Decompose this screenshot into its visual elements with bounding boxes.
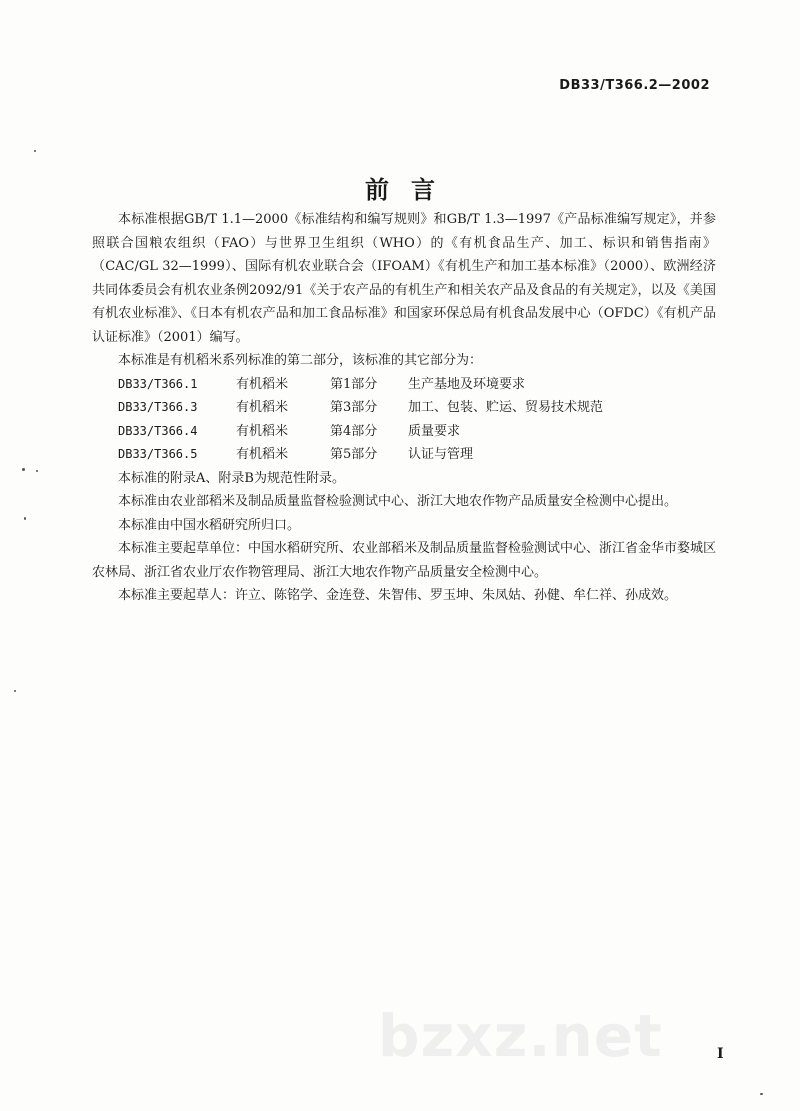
part-number: 第5部分 [330,447,378,462]
paragraph-proposer: 本标准由农业部稻米及制品质量监督检验测试中心、浙江大地农作物产品质量安全检测中心提出。 [118,494,678,509]
scan-speck [760,1093,763,1095]
parts-list [92,373,716,467]
page-number: I [717,1046,724,1062]
part-name: 有机稻米 [236,376,289,392]
page-title: 前言 [365,176,457,204]
scan-speck [24,517,26,520]
part-code: DB33/T366.1 [118,376,198,391]
part-description: 认证与管理 [408,447,474,462]
paragraph-drafters: 本标准主要起草人：许立、陈铭学、金连登、朱智伟、罗玉坤、朱凤姑、孙健、牟仁祥、孙成效。 [118,588,678,603]
paragraph-drafting-units: 本标准主要起草单位：中国水稻研究所、农业部稻米及制品质量监督检验测试中心、浙江省金华市婺城区农林局、浙江省农业厅农作物管理局、浙江大地农作物产品质量安全检测中心。 [92,541,717,580]
list-item [92,443,716,467]
paragraph-basis: 本标准根据GB/T 1.1—2000《标准结构和编写规则》和GB/T 1.3—1997《产品标准编写规定》，并参照联合国粮农组织（FAO）与世界卫生组织（WHO）的《有机食品生产、加工、标识和销售指南》（CAC/GL 32—1999）、国际有机农业联合会（IFOAM）《有机生产和加工基本标准》（2000）、欧洲经济共同体委员会有机农业条例2092/91《关于农产品的有机生产和相关农产品及食品的有关规定》，以及《美国有机农业标准》、《日本有机农产品和加工食品标准》和国家环保总局有机食品发展中心（OFDC）《有机产品认证标准》（2001）编写。 [92,212,716,345]
scan-speck [34,150,36,152]
part-number: 第4部分 [330,423,378,439]
document-body [92,208,716,608]
watermark: bzxz.net [378,1002,663,1070]
part-number: 第1部分 [330,376,378,392]
standard-code: DB33/T366.2—2002 [559,78,710,93]
part-number: 第3部分 [330,400,378,415]
part-code: DB33/T366.3 [118,400,198,414]
list-item [92,420,716,444]
paragraph-annex: 本标准的附录A、附录B为规范性附录。 [118,470,345,486]
part-name: 有机稻米 [236,447,289,462]
part-description: 质量要求 [408,423,461,439]
part-description: 加工、包装、贮运、贸易技术规范 [408,400,604,415]
scan-speck [22,468,25,471]
scan-speck [36,470,38,472]
paragraph-responsible: 本标准由中国水稻研究所归口。 [118,517,301,533]
part-code: DB33/T366.4 [118,423,198,438]
part-code: DB33/T366.5 [118,447,198,461]
list-item [92,396,716,420]
part-description: 生产基地及环境要求 [408,376,526,392]
paragraph-series: 本标准是有机稻米系列标准的第二部分，该标准的其它部分为： [118,353,483,368]
list-item [92,373,716,397]
part-name: 有机稻米 [236,400,289,415]
part-name: 有机稻米 [236,423,289,439]
scan-speck [14,690,16,692]
